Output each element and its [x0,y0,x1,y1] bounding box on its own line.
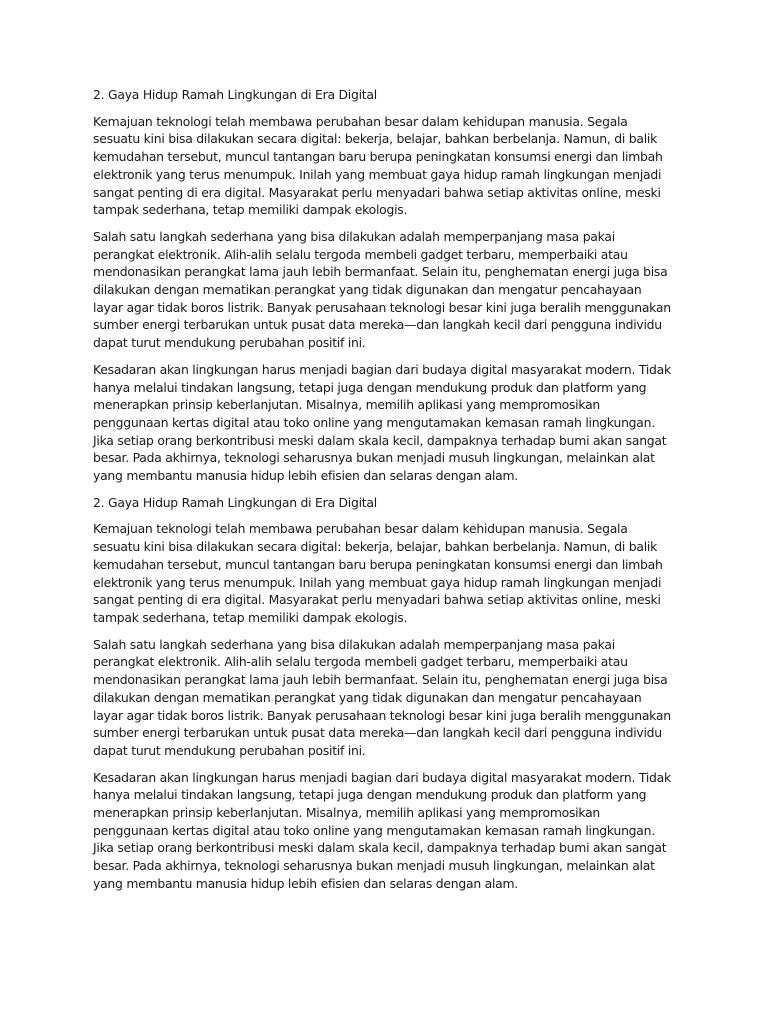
paragraph: Kemajuan teknologi telah membawa perubahan besar dalam kehidupan manusia. Segala sesuatu kini bisa dilakukan secara digital: bekerja, belajar, bahkan berbelanja. Namun, di balik kemudahan tersebut, muncul tantangan baru berupa peningkatan konsumsi energi dan limbah elektronik yang terus menumpuk. Inilah yang membuat gaya hidup ramah lingkungan menjadi sangat penting di era digital. Masyarakat perlu menyadari bahwa setiap aktivitas online, meski tampak sederhana, tetap memiliki dampak ekologis. [93,521,663,625]
paragraph: Kemajuan teknologi telah membawa perubahan besar dalam kehidupan manusia. Segala sesuatu kini bisa dilakukan secara digital: bekerja, belajar, bahkan berbelanja. Namun, di balik kemudahan tersebut, muncul tantangan baru berupa peningkatan konsumsi energi dan limbah elektronik yang terus menumpuk. Inilah yang membuat gaya hidup ramah lingkungan menjadi sangat penting di era digital. Masyarakat perlu menyadari bahwa setiap aktivitas online, meski tampak sederhana, tetap memiliki dampak ekologis. [93,113,663,218]
paragraph: Salah satu langkah sederhana yang bisa dilakukan adalah memperpanjang masa pakai perangkat elektronik. Alih-alih selalu tergoda membeli gadget terbaru, memperbaiki atau mendonasikan perangkat lama jauh lebih bermanfaat. Selain itu, penghematan energi juga bisa dilakukan dengan mematikan perangkat yang tidak digunakan dan mengatur pencahayaan layar agar tidak boros listrik. Banyak perusahaan teknologi besar kini juga beralih menggunakan sumber energi terbarukan untuk pusat data mereka—dan langkah kecil dari pengguna individu dapat turut mendukung perubahan positif ini. [93,636,671,758]
section-heading: 2. Gaya Hidup Ramah Lingkungan di Era Digital [93,494,377,510]
document-page [93,86,673,902]
paragraph: Kesadaran akan lingkungan harus menjadi bagian dari budaya digital masyarakat modern. Tidak hanya melalui tindakan langsung, tetapi juga dengan mendukung produk dan platform yang menerapkan prinsip keberlanjutan. Misalnya, memilih aplikasi yang mempromosikan penggunaan kertas digital atau toko online yang mengutamakan kemasan ramah lingkungan. Jika setiap orang berkontribusi meski dalam skala kecil, dampaknya terhadap bumi akan sangat besar. Pada akhirnya, teknologi seharusnya bukan menjadi musuh lingkungan, melainkan alat yang membantu manusia hidup lebih efisien dan selaras dengan alam. [93,769,671,891]
section-2 [93,494,673,893]
paragraph: Salah satu langkah sederhana yang bisa dilakukan adalah memperpanjang masa pakai perangkat elektronik. Alih-alih selalu tergoda membeli gadget terbaru, memperbaiki atau mendonasikan perangkat lama jauh lebih bermanfaat. Selain itu, penghematan energi juga bisa dilakukan dengan mematikan perangkat yang tidak digunakan dan mengatur pencahayaan layar agar tidak boros listrik. Banyak perusahaan teknologi besar kini juga beralih menggunakan sumber energi terbarukan untuk pusat data mereka—dan langkah kecil dari pengguna individu dapat turut mendukung perubahan positif ini. [93,228,671,351]
section-heading: 2. Gaya Hidup Ramah Lingkungan di Era Digital [93,87,377,102]
paragraph: Kesadaran akan lingkungan harus menjadi bagian dari budaya digital masyarakat modern. Tidak hanya melalui tindakan langsung, tetapi juga dengan mendukung produk dan platform yang menerapkan prinsip keberlanjutan. Misalnya, memilih aplikasi yang mempromosikan penggunaan kertas digital atau toko online yang mengutamakan kemasan ramah lingkungan. Jika setiap orang berkontribusi meski dalam skala kecil, dampaknya terhadap bumi akan sangat besar. Pada akhirnya, teknologi seharusnya bukan menjadi musuh lingkungan, melainkan alat yang membantu manusia hidup lebih efisien dan selaras dengan alam. [93,361,671,484]
section-1 [93,86,673,485]
